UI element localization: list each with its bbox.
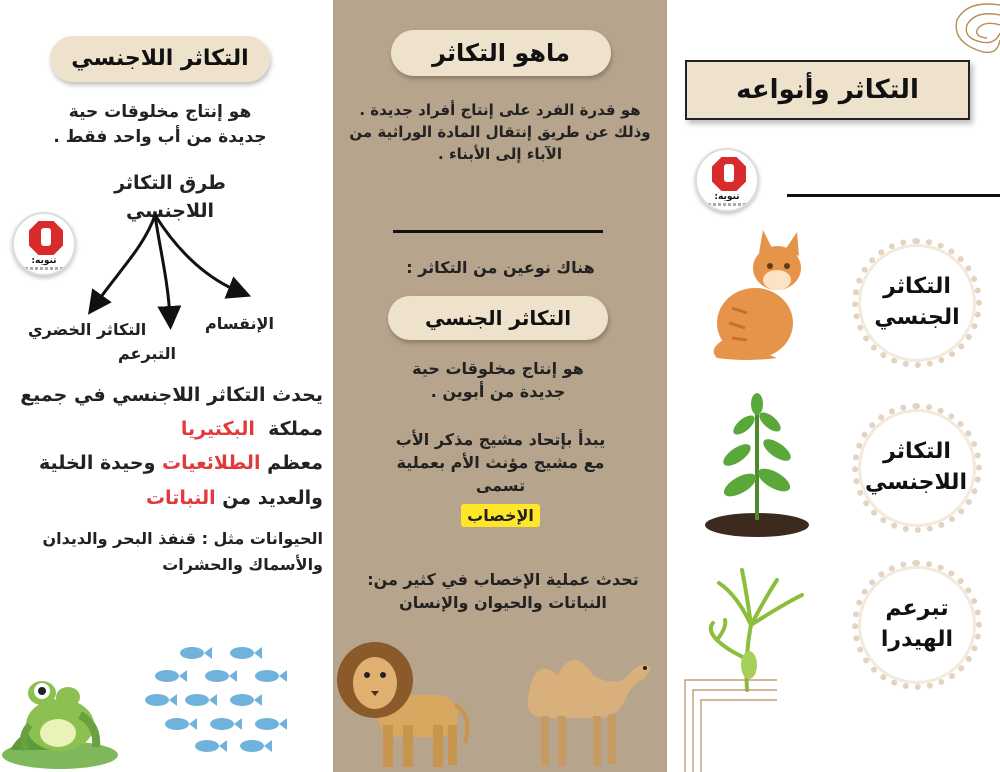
bacteria-highlight: البكتيريا (180, 418, 255, 441)
right-divider (787, 194, 1000, 197)
fertilization-highlight: الإخصاب (461, 504, 540, 527)
method-division: الإنقسام (205, 314, 274, 333)
sexual-title: التكاثر الجنسي (388, 296, 608, 340)
camel-illustration (513, 630, 663, 770)
middle-divider (393, 230, 603, 233)
stop-hand-icon (709, 154, 749, 194)
stop-hand-icon (26, 218, 66, 258)
right-title: التكاثر وأنواعه (736, 75, 919, 105)
circle-sexual: التكاثر الجنسي (852, 238, 982, 368)
animals-text: الحيوانات مثل : قنفذ البحر والديدان والأسماك والحشرات (42, 529, 323, 574)
lion-illustration (333, 625, 473, 770)
right-panel (667, 0, 1000, 772)
circle-asexual: التكاثر اللاجنسي (852, 403, 982, 533)
plant-illustration (702, 390, 812, 540)
right-notice-badge: تنويه: (695, 148, 759, 212)
left-notice-badge: تنويه: (12, 212, 76, 276)
left-title: التكاثر اللاجنسي (50, 36, 270, 82)
left-definition: هو إنتاج مخلوقات حية جديدة من أب واحد فقط . (53, 102, 267, 147)
right-title-box (685, 60, 970, 120)
middle-definition: هو قدرة الفرد على إنتاج أفراد جديدة . وذلك عن طريق إنتقال المادة الوراثية من الآباء إلى الأبناء . (349, 101, 651, 163)
middle-title: ماهو التكاثر (391, 30, 611, 76)
circle-hydra-budding: تبرعم الهيدرا (852, 560, 982, 690)
method-vegetative: التكاثر الخضري (28, 320, 147, 339)
middle-panel (333, 0, 667, 772)
fertilization-text: يبدأ بإتحاد مشيج مذكر الأب مع مشيج مؤنث الأم بعملية تسمى الإخصاب (395, 430, 606, 525)
methods-heading: طرق التكاثر اللاجنسي (114, 172, 226, 222)
methods-arrows (80, 200, 260, 330)
plants-highlight: النباتات (145, 486, 216, 509)
fish-school-illustration (140, 640, 300, 755)
corner-lines-decoration (667, 660, 777, 772)
fertilization-occurs: تحدث عملية الإخصاب في كثير من: النباتات والحيوان والإنسان (367, 570, 639, 613)
protists-highlight: الطلائعيات (162, 452, 261, 475)
cat-illustration (707, 228, 812, 363)
method-budding: التبرعم (118, 344, 176, 363)
occurs-text: يحدث التكاثر اللاجنسي في جميع مملكة البكتيريا معظم الطلائعيات وحيدة الخلية والعديد من النباتات (20, 384, 323, 509)
types-intro: هناك نوعين من التكاثر : (406, 258, 595, 277)
sexual-definition: هو إنتاج مخلوقات حية جديدة من أبوين . (412, 359, 584, 402)
left-panel (0, 0, 333, 772)
frog-illustration (0, 655, 120, 770)
